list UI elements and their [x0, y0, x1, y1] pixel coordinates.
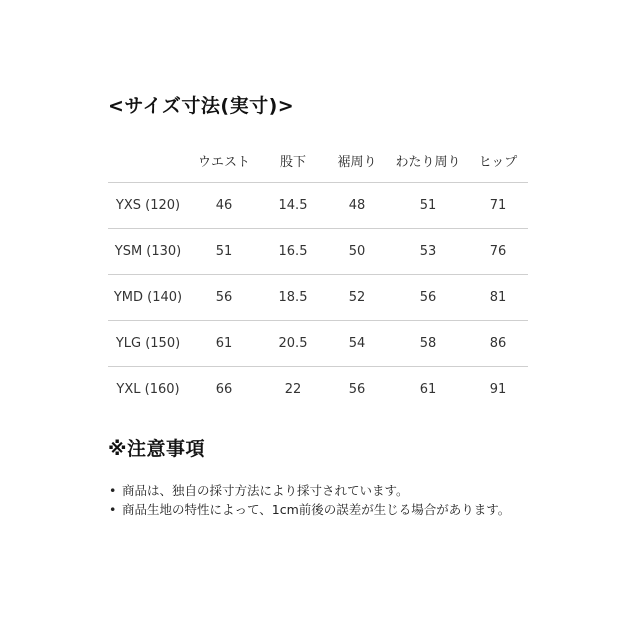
thigh-value: 61	[419, 382, 437, 397]
inseam-value: 14.5	[260, 183, 326, 229]
note-text: 商品は、独自の採寸方法により採寸されています。	[122, 483, 409, 498]
header-size-cell	[108, 138, 188, 183]
note-text: 商品生地の特性によって、1cm前後の誤差が生じる場合があります。	[122, 502, 511, 517]
hip-value: 91	[489, 382, 507, 397]
hem-value: 48	[326, 183, 388, 229]
hip-value: 86	[468, 321, 528, 367]
waist-value: 46	[188, 183, 260, 229]
waist-value: 56	[188, 275, 260, 321]
inseam-value: 16.5	[260, 229, 326, 275]
hip-value: 71	[468, 183, 528, 229]
thigh-value: 51	[388, 183, 468, 229]
list-item	[108, 481, 510, 500]
size-label: YSM (130)	[108, 229, 188, 275]
inseam-value: 22	[284, 382, 302, 397]
table-row	[108, 183, 528, 229]
hem-value: 52	[326, 275, 388, 321]
table-row	[108, 275, 528, 321]
hip-value: 81	[468, 275, 528, 321]
header-waist: ウエスト	[188, 138, 260, 183]
bullet-icon: •	[109, 502, 117, 517]
waist-value: 61	[188, 321, 260, 367]
header-inseam: 股下	[260, 138, 326, 183]
table-row	[108, 321, 528, 367]
table-row	[108, 367, 528, 413]
hem-value: 50	[326, 229, 388, 275]
thigh-value: 53	[388, 229, 468, 275]
size-label: YXS (120)	[108, 183, 188, 229]
header-thigh: わたり周り	[388, 138, 468, 183]
size-table	[108, 138, 528, 412]
inseam-value: 20.5	[260, 321, 326, 367]
size-label: YLG (150)	[108, 321, 188, 367]
table-row	[108, 229, 528, 275]
size-table-header-row	[108, 138, 528, 183]
header-hem: 裾周り	[326, 138, 388, 183]
header-hip: ヒップ	[468, 138, 528, 183]
bullet-icon: •	[109, 483, 117, 498]
notes-title: ※注意事項	[108, 438, 205, 460]
hem-value: 54	[326, 321, 388, 367]
waist-value: 66	[215, 382, 233, 397]
size-label: YXL (160)	[116, 382, 180, 397]
size-label: YMD (140)	[108, 275, 188, 321]
waist-value: 51	[188, 229, 260, 275]
list-item	[108, 500, 510, 519]
hem-value: 56	[348, 382, 366, 397]
inseam-value: 18.5	[260, 275, 326, 321]
thigh-value: 56	[388, 275, 468, 321]
notes-list	[108, 481, 510, 519]
thigh-value: 58	[388, 321, 468, 367]
size-chart-title: <サイズ寸法(実寸)>	[108, 95, 295, 117]
hip-value: 76	[468, 229, 528, 275]
